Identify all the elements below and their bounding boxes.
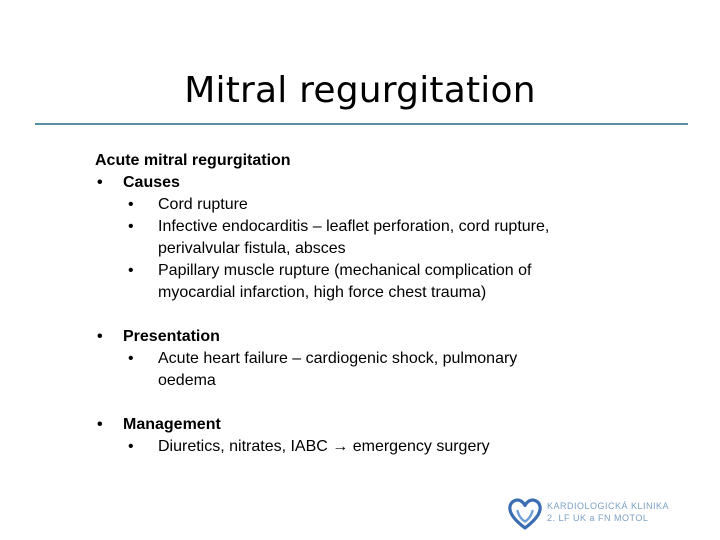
item-text-continued: perivalvular fistula, absces — [158, 240, 346, 257]
logo-line-2: 2. LF UK a FN MOTOL — [547, 513, 649, 523]
bullet-icon: • — [97, 174, 103, 191]
list-item — [95, 436, 695, 458]
list-item — [95, 194, 695, 216]
list-item — [95, 260, 695, 304]
bullet-icon: • — [128, 438, 134, 455]
item-text: Infective endocarditis – leaflet perforation, cord rupture, — [158, 218, 550, 235]
bullet-icon: • — [128, 196, 134, 213]
item-text: Acute heart failure – cardiogenic shock, pulmonary — [158, 350, 518, 367]
bullet-icon: • — [128, 350, 134, 367]
item-text: Papillary muscle rupture (mechanical complication of — [158, 262, 532, 279]
section-label: Management — [123, 416, 221, 433]
list-item — [95, 216, 695, 260]
list-item — [95, 348, 695, 392]
logo-text — [547, 500, 669, 524]
item-text: Cord rupture — [158, 196, 248, 213]
section-label: Causes — [123, 174, 180, 191]
section-label: Presentation — [123, 328, 220, 345]
bullet-icon: • — [97, 328, 103, 345]
section-management — [95, 414, 695, 436]
bullet-icon: • — [128, 262, 134, 279]
slide-content — [95, 150, 695, 458]
heart-icon — [507, 497, 543, 531]
item-text-continued: myocardial infarction, high force chest trauma) — [158, 284, 487, 301]
content-heading: Acute mitral regurgitation — [95, 152, 291, 169]
logo-line-1: KARDIOLOGICKÁ KLINIKA — [547, 501, 670, 511]
clinic-logo — [507, 497, 707, 533]
item-text-continued: oedema — [158, 372, 216, 389]
section-causes — [95, 172, 695, 194]
item-text: Diuretics, nitrates, IABC → emergency surgery — [158, 438, 490, 455]
section-presentation — [95, 326, 695, 348]
bullet-icon: • — [128, 218, 134, 235]
bullet-icon: • — [97, 416, 103, 433]
title-underline — [35, 123, 688, 125]
slide-title: Mitral regurgitation — [184, 70, 536, 111]
